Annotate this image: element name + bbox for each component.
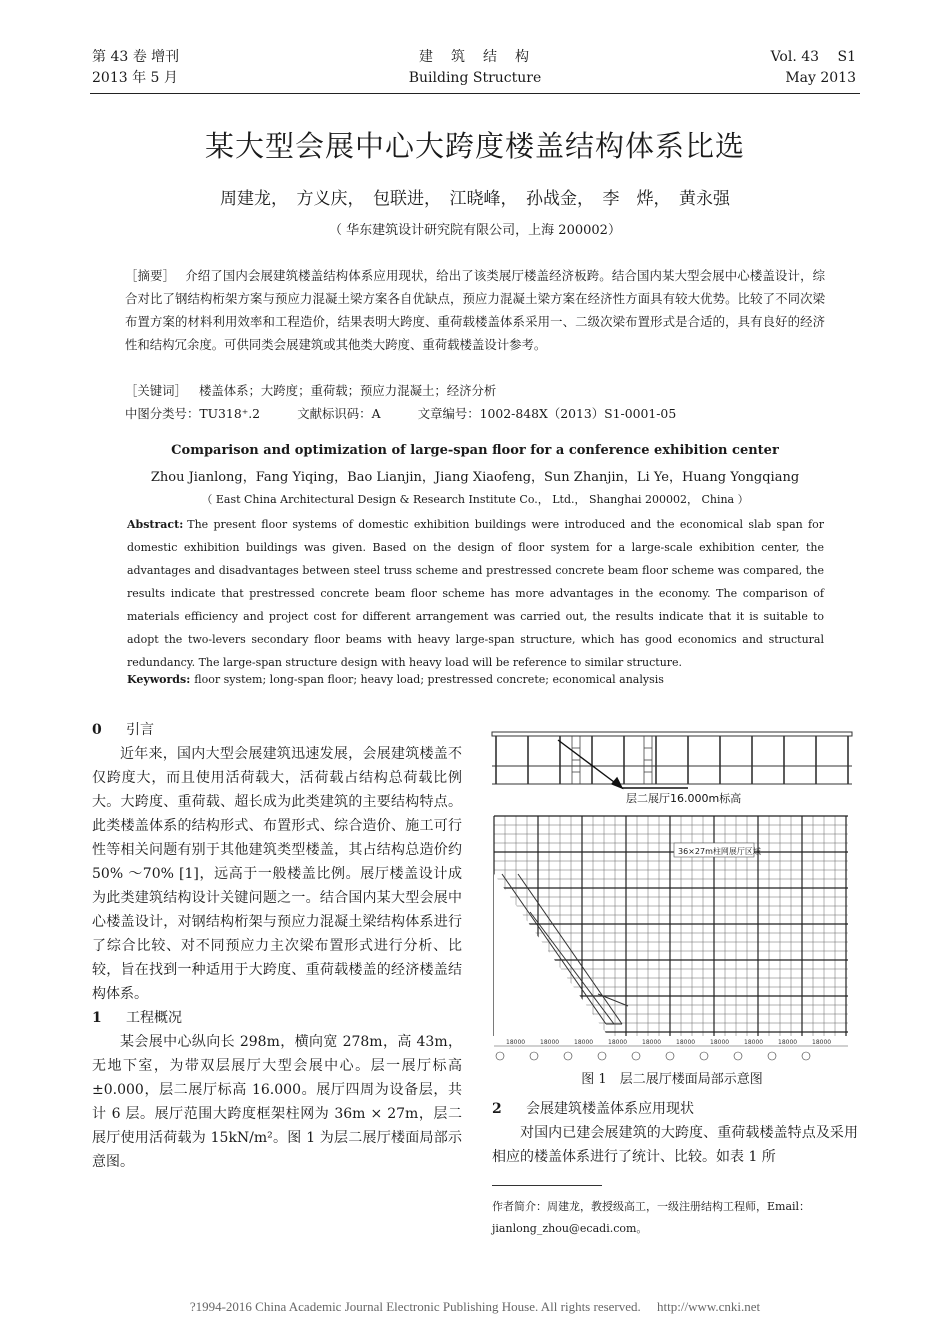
- axis-bubbles: [496, 1052, 810, 1060]
- affiliation: （ 华东建筑设计研究院有限公司，上海 200002）: [329, 223, 621, 238]
- axis-bubble: [802, 1052, 810, 1060]
- floor-plan-drawing: [488, 724, 856, 1062]
- classification-line: 中图分类号：TU318⁺.2 文献标识码：A 文章编号：1002-848X（2013）S1-0001-05: [125, 406, 677, 421]
- dimension-label: 18000: [812, 1039, 832, 1046]
- affiliation-en: （ East China Architectural Design & Research Institute Co.， Ltd.， Shanghai 200002， China ）: [201, 493, 749, 506]
- body-left-column: [92, 718, 462, 1174]
- paper-title: 某大型会展中心大跨度楼盖结构体系比选: [204, 129, 745, 163]
- author-list-en: Zhou Jianlong，Fang Yiqing，Bao Lianjin，Jiang Xiaofeng，Sun Zhanjin，Li Ye，Huang Yongqiang: [150, 470, 800, 485]
- keywords-en: [127, 673, 824, 686]
- figure-1: [488, 724, 856, 1062]
- plan-main-beams: [494, 816, 848, 1036]
- footnote-rule: [492, 1185, 602, 1186]
- dimension-label: 18000: [540, 1039, 560, 1046]
- journal-name-en: Building Structure: [408, 70, 542, 86]
- axis-bubble: [564, 1052, 572, 1060]
- callout-label: 层二展厅16.000m标高: [626, 792, 742, 805]
- axis-bubble: [598, 1052, 606, 1060]
- volume-issue-en: Vol. 43 S1: [770, 49, 856, 65]
- dimension-labels: [506, 1039, 831, 1046]
- dimension-label: 18000: [744, 1039, 764, 1046]
- author-list: 周建龙， 方义庆， 包联进， 江晓峰， 孙战金， 李 烨， 黄永强: [220, 189, 730, 209]
- figure-1-caption: 图 1 层二展厅楼面局部示意图: [581, 1072, 763, 1087]
- dimension-label: 18000: [506, 1039, 526, 1046]
- dimension-label: 18000: [710, 1039, 730, 1046]
- abstract-cn-text: 介绍了国内会展建筑楼盖结构体系应用现状，给出了该类展厅楼盖经济板跨。结合国内某大型会展中心楼盖设计，综合对比了钢结构桁架方案与预应力混凝土梁方案各自优缺点，预应力混凝土梁方案在经济性方面具有较大优势。比较了不同次梁布置方案的材料利用效率和工程造价，结果表明大跨度、重荷载楼盖体系采用一、二级次梁布置形式是合适的，具有良好的经济性和结构冗余度。可供同类会展建筑或其他类大跨度、重荷载楼盖设计参考。: [125, 268, 826, 352]
- section-0-paragraph: 近年来，国内大型会展建筑迅速发展，会展建筑楼盖不仅跨度大，而且使用活荷载大，活荷载占结构总荷载比例大。大跨度、重荷载、超长成为此类建筑的主要结构特点。此类楼盖体系的结构形式、布置形式、综合造价、施工可行性等相关问题有别于其他建筑类型楼盖，其占结构总造价约 50% ～70% [1]，远高于一般楼盖比例。展厅楼盖设计成为此类建筑结构设计关键问题之一。结合国内某大型会展中心楼盖设计，对钢结构桁架与预应力混凝土梁结构体系进行了综合比较、对不同预应力主次梁布置形式进行分析、比较，旨在找到一种适用于大跨度、重荷载楼盖的经济楼盖结构体系。: [92, 746, 462, 1002]
- axis-bubble: [632, 1052, 640, 1060]
- dimension-label: 18000: [608, 1039, 628, 1046]
- abstract-cn: [125, 264, 825, 356]
- callout-arrow: [558, 740, 688, 788]
- keywords-en-text: floor system; long-span floor; heavy load; prestressed concrete; economical analysis: [194, 673, 664, 686]
- keywords-en-label: Keywords:: [127, 673, 191, 686]
- copyright-footer: ?1994-2016 China Academic Journal Electronic Publishing House. All rights reserved. http://www.cnki.net: [189, 1299, 761, 1314]
- area-label: 36×27m柱网展厅区域: [678, 847, 761, 856]
- dimension-label: 18000: [778, 1039, 798, 1046]
- body-right-column: [492, 1097, 858, 1169]
- abstract-en-text: The present floor systems of domestic exhibition buildings were introduced and the economical slab span for domestic exhibition buildings was given. Based on the design of floor system for a large-scale exhibition center, the advantages and disadvantages between steel truss scheme and prestressed concrete beam floor scheme was compared, the results indicate that prestressed concrete beam floor scheme has more advantages in the economy. The comparison of materials efficiency and project cost for different arrangement was carried out, the results indicate that it is suitable to adopt the two-levers secondary floor beams with heavy large-span structure, which has good economics and structural redundancy. The large-span structure design with heavy load will be reference to similar structure.: [127, 518, 824, 669]
- axis-bubble: [768, 1052, 776, 1060]
- date-cn: 2013 年 5 月: [92, 70, 178, 86]
- dimension-label: 18000: [676, 1039, 696, 1046]
- elevation-columns: [496, 736, 848, 784]
- axis-bubble: [700, 1052, 708, 1060]
- axis-bubble: [530, 1052, 538, 1060]
- abstract-en: [127, 513, 824, 674]
- section-1-paragraph: 某会展中心纵向长 298m，横向宽 278m，高 43m，无地下室，为带双层展厅大型会展中心。层一展厅标高 ±0.000，层二展厅标高 16.000。展厅四周为设备层，共计 6 层。展厅范围大跨度框架柱网为 36m × 27m，层二展厅使用活荷载为 15kN/m²。图 1 为层二展厅楼面局部示意图。: [92, 1034, 462, 1170]
- date-en: May 2013: [785, 70, 856, 86]
- section-2-paragraph: 对国内已建会展建筑的大跨度、重荷载楼盖特点及采用相应的楼盖体系进行了统计、比较。如表 1 所: [492, 1125, 858, 1165]
- abstract-en-label: Abstract:: [127, 518, 184, 531]
- volume-issue-cn: 第 43 卷 增刊: [92, 49, 180, 65]
- axis-bubble: [734, 1052, 742, 1060]
- keywords-cn: [125, 381, 496, 399]
- abstract-cn-label: ［摘要］: [125, 268, 176, 283]
- keywords-cn-text: 楼盖体系；大跨度；重荷载；预应力混凝土；经济分析: [198, 383, 497, 398]
- axis-bubble: [666, 1052, 674, 1060]
- author-note: 作者简介：周建龙，教授级高工，一级注册结构工程师，Email：jianlong_zhou@ecadi.com。: [492, 1200, 811, 1235]
- section-heading-0: 0 引言: [92, 722, 154, 738]
- dimension-label: 18000: [642, 1039, 662, 1046]
- header-rule: [90, 93, 860, 94]
- journal-name-cn: 建 筑 结 构: [419, 49, 531, 65]
- keywords-cn-label: ［关键词］: [125, 383, 187, 398]
- dimension-label: 18000: [574, 1039, 594, 1046]
- elevation-section: [492, 732, 852, 784]
- axis-bubble: [496, 1052, 504, 1060]
- section-heading-1: 1 工程概况: [92, 1010, 182, 1026]
- paper-title-en: Comparison and optimization of large-span floor for a conference exhibition center: [171, 443, 779, 458]
- section-heading-2: 2 会展建筑楼盖体系应用现状: [492, 1101, 694, 1117]
